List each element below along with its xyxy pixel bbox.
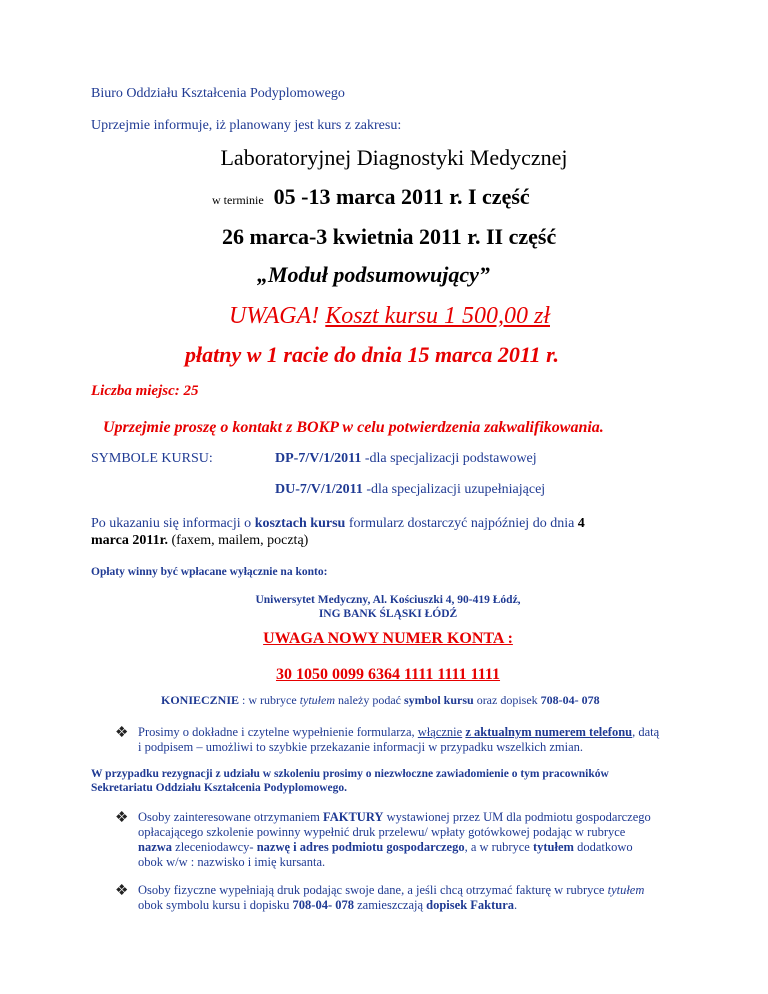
bullet-3-line-2: [138, 898, 517, 913]
term-prefix: w terminie: [212, 193, 264, 207]
required-code: 708-04- 078: [540, 693, 600, 707]
seats-count: Liczba miejsc: 25: [91, 383, 199, 399]
diamond-bullet-icon: ❖: [115, 725, 129, 741]
bullet-3-line-1: [138, 883, 644, 898]
form-note-line-2: [91, 533, 308, 549]
bullet-emph: nazwę i adres podmiotu gospodarczego: [256, 840, 465, 854]
required-note: [161, 693, 600, 708]
bullet-text: Osoby fizyczne wypełniają druk podając swoje dane, a jeśli chcą otrzymać fakturę w rubryce: [138, 883, 608, 897]
bullet-text: , a w rubryce: [464, 840, 533, 854]
contact-note: Uprzejmie proszę o kontakt z BOKP w celu potwierdzenia zakwalifikowania.: [103, 419, 604, 436]
bullet-2-line-4: obok w/w : nazwisko i imię kursanta.: [138, 855, 326, 869]
account-number: 30 1050 0099 6364 1111 1111 1111: [275, 666, 501, 683]
form-note-date: 4: [577, 516, 585, 531]
form-note-text: (faxem, mailem, pocztą): [168, 533, 309, 548]
account-intro: Opłaty winny być wpłacane wyłącznie na konto:: [91, 566, 328, 578]
required-emph: symbol kursu: [403, 693, 474, 707]
bank-name: ING BANK ŚLĄSKI ŁÓDŹ: [318, 608, 458, 620]
resignation-line-2: Sekretariatu Oddziału Kształcenia Podyplomowego.: [91, 782, 347, 794]
bullet-text: wystawionej przez UM dla podmiotu gospodarczego: [383, 810, 651, 824]
bullet-text: .: [514, 898, 518, 912]
bullet-2-line-1: [138, 810, 651, 825]
term-line-1: [212, 184, 530, 210]
diamond-bullet-icon: ❖: [115, 883, 129, 899]
diamond-bullet-icon: ❖: [115, 810, 129, 826]
form-note-text: Po ukazaniu się informacji o: [91, 516, 255, 531]
required-field-name: tytułem: [299, 693, 336, 707]
cost-amount: Koszt kursu 1 500,00 zł: [325, 303, 550, 329]
bullet-code: 708-04- 078: [292, 898, 354, 912]
term-part-1: 05 -13 marca 2011 r. I część: [273, 184, 530, 209]
bullet-2-line-2: opłacającego szkolenie powinny wypełnić druk przelewu/ wpłaty gotówkowej podając w rubryce: [138, 825, 626, 839]
cost-warning: UWAGA!: [229, 303, 320, 329]
office-name: Biuro Oddziału Kształcenia Podyplomowego: [91, 86, 345, 101]
symbol-desc: -dla specjalizacji uzupełniającej: [362, 482, 546, 497]
bullet-text: zamieszczają: [353, 898, 427, 912]
bullet-text: zleceniodawcy-: [172, 840, 257, 854]
university-address: Uniwersytet Medyczny, Al. Kościuszki 4, 90-419 Łódź,: [255, 594, 521, 606]
bullet-text: Osoby zainteresowane otrzymaniem: [138, 810, 324, 824]
bullet-2-line-3: [138, 840, 633, 855]
bullet-text: , datą: [632, 725, 660, 739]
form-note-text: formularz dostarczyć najpóźniej do dnia: [345, 516, 578, 531]
bullet-1-line-1: [138, 725, 659, 740]
intro-text: Uprzejmie informuje, iż planowany jest kurs z zakresu:: [91, 118, 402, 133]
term-line-2: 26 marca-3 kwietnia 2011 r. II część: [222, 224, 557, 249]
new-account-notice: UWAGA NOWY NUMER KONTA :: [263, 630, 513, 647]
resignation-line-1: W przypadku rezygnacji z udziału w szkoleniu prosimy o niezwłoczne zawiadomienie o tym pracowników: [91, 768, 609, 780]
bullet-text: Prosimy o dokładne i czytelne wypełnienie formularza,: [138, 725, 418, 739]
symbols-label: SYMBOLE KURSU:: [91, 451, 213, 466]
cost-line: [229, 303, 550, 330]
required-text: : w rubryce: [239, 693, 300, 707]
payment-deadline: płatny w 1 racie do dnia 15 marca 2011 r.: [185, 342, 560, 367]
bullet-emph: FAKTURY: [323, 810, 384, 824]
bullet-1-line-2: i podpisem – umożliwi to szybkie przekazanie informacji w przypadku wszelkich zmian.: [138, 740, 584, 754]
bullet-text: dodatkowo: [573, 840, 633, 854]
bullet-emph: dopisek Faktura: [426, 898, 515, 912]
bullet-emph: nazwa: [138, 840, 173, 854]
symbol-code: DU-7/V/1/2011: [275, 482, 363, 497]
required-text: należy podać: [335, 693, 404, 707]
bullet-emph: tytułem: [532, 840, 574, 854]
symbol-row-2: [275, 482, 545, 498]
module-name: „Moduł podsumowujący”: [257, 262, 490, 287]
form-note-line-1: [91, 516, 585, 532]
form-note-emph: kosztach kursu: [254, 516, 346, 531]
bullet-emph: z aktualnym numerem telefonu: [465, 725, 633, 739]
bullet-emph: włącznie: [417, 725, 463, 739]
symbol-row-1: [275, 451, 537, 467]
symbol-code: DP-7/V/1/2011: [275, 451, 362, 466]
course-title: Laboratoryjnej Diagnostyki Medycznej: [220, 145, 568, 170]
required-text: oraz dopisek: [473, 693, 541, 707]
form-note-date: marca 2011r.: [91, 533, 168, 548]
bullet-text: obok symbolu kursu i dopisku: [138, 898, 293, 912]
required-emph: KONIECZNIE: [161, 693, 240, 707]
bullet-field-name: tytułem: [607, 883, 645, 897]
symbol-desc: -dla specjalizacji podstawowej: [361, 451, 537, 466]
